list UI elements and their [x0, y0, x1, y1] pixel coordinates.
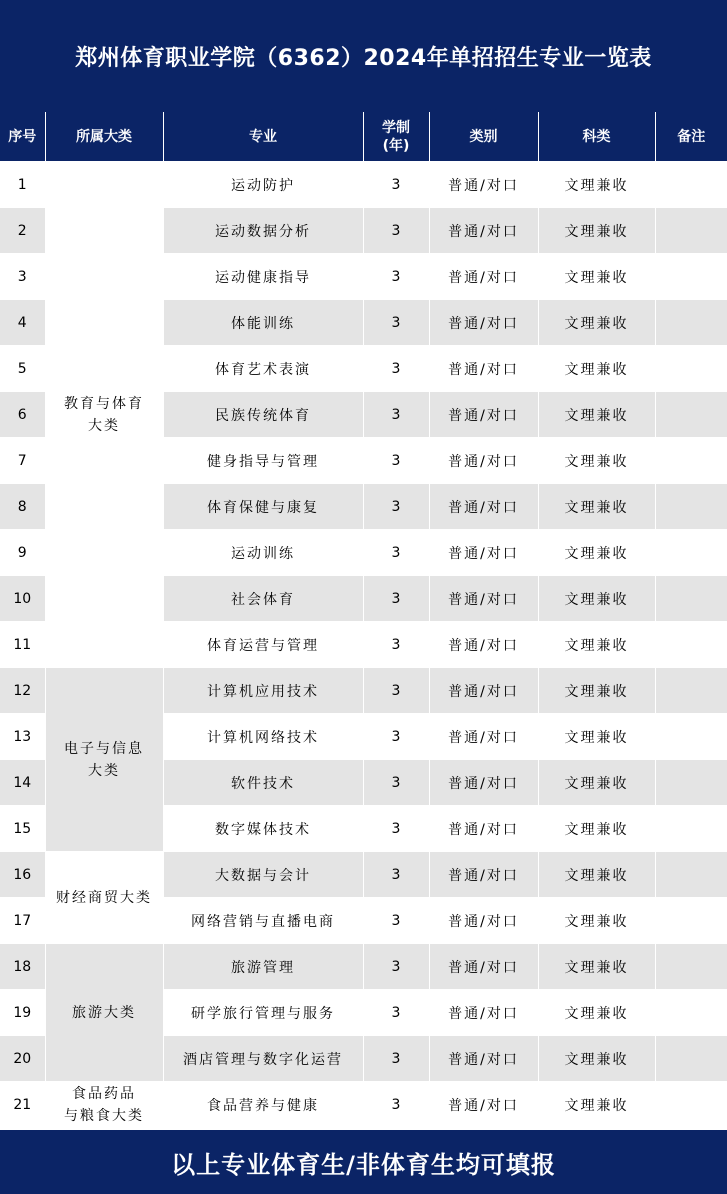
subject-cell: 文理兼收	[538, 392, 655, 438]
category-label-line1: 教育与体育	[64, 395, 144, 412]
subject-cell: 文理兼收	[538, 622, 655, 668]
type-cell: 普通/对口	[429, 806, 538, 852]
major-cell: 计算机应用技术	[163, 668, 363, 714]
subject-cell: 文理兼收	[538, 1036, 655, 1082]
type-cell: 普通/对口	[429, 622, 538, 668]
note-cell	[655, 530, 727, 576]
row-index: 2	[0, 208, 45, 254]
note-cell	[655, 760, 727, 806]
type-cell: 普通/对口	[429, 300, 538, 346]
years-cell: 3	[363, 208, 429, 254]
major-cell: 体育运营与管理	[163, 622, 363, 668]
row-index: 18	[0, 944, 45, 990]
major-cell: 运动防护	[163, 162, 363, 208]
type-cell: 普通/对口	[429, 346, 538, 392]
category-label-line2: 大类	[88, 417, 120, 434]
years-cell: 3	[363, 852, 429, 898]
years-cell: 3	[363, 300, 429, 346]
note-cell	[655, 806, 727, 852]
note-cell	[655, 208, 727, 254]
subject-cell: 文理兼收	[538, 208, 655, 254]
note-cell	[655, 1082, 727, 1128]
row-index: 7	[0, 438, 45, 484]
subject-cell: 文理兼收	[538, 576, 655, 622]
major-cell: 运动数据分析	[163, 208, 363, 254]
years-cell: 3	[363, 944, 429, 990]
category-label-line2: 与粮食大类	[64, 1107, 144, 1124]
type-cell: 普通/对口	[429, 714, 538, 760]
header-years-line1: 学制	[382, 119, 410, 136]
row-index: 17	[0, 898, 45, 944]
header-index: 序号	[0, 112, 45, 162]
row-index: 5	[0, 346, 45, 392]
subject-cell: 文理兼收	[538, 300, 655, 346]
type-cell: 普通/对口	[429, 1082, 538, 1128]
subject-cell: 文理兼收	[538, 668, 655, 714]
type-cell: 普通/对口	[429, 944, 538, 990]
years-cell: 3	[363, 714, 429, 760]
row-index: 4	[0, 300, 45, 346]
note-cell	[655, 622, 727, 668]
table-row	[0, 162, 727, 208]
years-cell: 3	[363, 898, 429, 944]
category-label-line2: 大类	[88, 762, 120, 779]
row-index: 15	[0, 806, 45, 852]
major-cell: 民族传统体育	[163, 392, 363, 438]
row-index: 10	[0, 576, 45, 622]
major-cell: 健身指导与管理	[163, 438, 363, 484]
table-header-row	[0, 112, 727, 162]
table-row	[0, 852, 727, 898]
type-cell: 普通/对口	[429, 990, 538, 1036]
table-row	[0, 944, 727, 990]
note-cell	[655, 714, 727, 760]
note-cell	[655, 300, 727, 346]
row-index: 14	[0, 760, 45, 806]
subject-cell: 文理兼收	[538, 760, 655, 806]
years-cell: 3	[363, 990, 429, 1036]
major-cell: 酒店管理与数字化运营	[163, 1036, 363, 1082]
subject-cell: 文理兼收	[538, 990, 655, 1036]
category-label-line1: 电子与信息	[64, 740, 144, 757]
type-cell: 普通/对口	[429, 530, 538, 576]
type-cell: 普通/对口	[429, 208, 538, 254]
note-cell	[655, 990, 727, 1036]
subject-cell: 文理兼收	[538, 714, 655, 760]
years-cell: 3	[363, 162, 429, 208]
subject-cell: 文理兼收	[538, 898, 655, 944]
subject-cell: 文理兼收	[538, 530, 655, 576]
header-note: 备注	[655, 112, 727, 162]
row-index: 8	[0, 484, 45, 530]
category-cell	[45, 162, 163, 668]
years-cell: 3	[363, 806, 429, 852]
row-index: 13	[0, 714, 45, 760]
row-index: 3	[0, 254, 45, 300]
note-cell	[655, 392, 727, 438]
category-cell	[45, 668, 163, 852]
years-cell: 3	[363, 1082, 429, 1128]
major-cell: 社会体育	[163, 576, 363, 622]
years-cell: 3	[363, 392, 429, 438]
note-cell	[655, 668, 727, 714]
type-cell: 普通/对口	[429, 162, 538, 208]
row-index: 1	[0, 162, 45, 208]
years-cell: 3	[363, 254, 429, 300]
years-cell: 3	[363, 622, 429, 668]
years-cell: 3	[363, 668, 429, 714]
subject-cell: 文理兼收	[538, 484, 655, 530]
row-index: 16	[0, 852, 45, 898]
header-major: 专业	[163, 112, 363, 162]
type-cell: 普通/对口	[429, 484, 538, 530]
row-index: 12	[0, 668, 45, 714]
major-cell: 体育艺术表演	[163, 346, 363, 392]
type-cell: 普通/对口	[429, 438, 538, 484]
row-index: 6	[0, 392, 45, 438]
row-index: 11	[0, 622, 45, 668]
major-cell: 大数据与会计	[163, 852, 363, 898]
table-row	[0, 668, 727, 714]
note-cell	[655, 484, 727, 530]
type-cell: 普通/对口	[429, 1036, 538, 1082]
category-label-line1: 食品药品	[72, 1085, 136, 1102]
type-cell: 普通/对口	[429, 852, 538, 898]
category-cell	[45, 944, 163, 1082]
subject-cell: 文理兼收	[538, 162, 655, 208]
years-cell: 3	[363, 1036, 429, 1082]
category-label-line1: 财经商贸大类	[56, 889, 152, 906]
years-cell: 3	[363, 484, 429, 530]
years-cell: 3	[363, 530, 429, 576]
note-cell	[655, 898, 727, 944]
major-cell: 数字媒体技术	[163, 806, 363, 852]
header-type: 类别	[429, 112, 538, 162]
type-cell: 普通/对口	[429, 760, 538, 806]
major-cell: 网络营销与直播电商	[163, 898, 363, 944]
row-index: 20	[0, 1036, 45, 1082]
type-cell: 普通/对口	[429, 898, 538, 944]
major-cell: 计算机网络技术	[163, 714, 363, 760]
note-cell	[655, 1036, 727, 1082]
page-title: 郑州体育职业学院（6362）2024年单招招生专业一览表	[0, 0, 727, 112]
row-index: 19	[0, 990, 45, 1036]
subject-cell: 文理兼收	[538, 806, 655, 852]
type-cell: 普通/对口	[429, 576, 538, 622]
table-row	[0, 1082, 727, 1128]
subject-cell: 文理兼收	[538, 346, 655, 392]
note-cell	[655, 852, 727, 898]
major-cell: 运动健康指导	[163, 254, 363, 300]
row-index: 21	[0, 1082, 45, 1128]
type-cell: 普通/对口	[429, 668, 538, 714]
row-index: 9	[0, 530, 45, 576]
category-cell	[45, 1082, 163, 1128]
subject-cell: 文理兼收	[538, 944, 655, 990]
category-label-line1: 旅游大类	[72, 1004, 136, 1021]
type-cell: 普通/对口	[429, 392, 538, 438]
years-cell: 3	[363, 576, 429, 622]
category-cell	[45, 852, 163, 944]
years-cell: 3	[363, 760, 429, 806]
note-cell	[655, 576, 727, 622]
major-cell: 旅游管理	[163, 944, 363, 990]
header-years-line2: (年)	[382, 137, 410, 154]
major-cell: 研学旅行管理与服务	[163, 990, 363, 1036]
note-cell	[655, 346, 727, 392]
subject-cell: 文理兼收	[538, 1082, 655, 1128]
subject-cell: 文理兼收	[538, 254, 655, 300]
major-cell: 软件技术	[163, 760, 363, 806]
subject-cell: 文理兼收	[538, 852, 655, 898]
note-cell	[655, 254, 727, 300]
footer-note: 以上专业体育生/非体育生均可填报	[0, 1130, 727, 1194]
type-cell: 普通/对口	[429, 254, 538, 300]
header-years	[363, 112, 429, 162]
note-cell	[655, 162, 727, 208]
header-category: 所属大类	[45, 112, 163, 162]
header-subject: 科类	[538, 112, 655, 162]
years-cell: 3	[363, 346, 429, 392]
major-cell: 体育保健与康复	[163, 484, 363, 530]
note-cell	[655, 438, 727, 484]
major-cell: 体能训练	[163, 300, 363, 346]
subject-cell: 文理兼收	[538, 438, 655, 484]
major-cell: 运动训练	[163, 530, 363, 576]
majors-table	[0, 112, 727, 1128]
major-cell: 食品营养与健康	[163, 1082, 363, 1128]
years-cell: 3	[363, 438, 429, 484]
note-cell	[655, 944, 727, 990]
